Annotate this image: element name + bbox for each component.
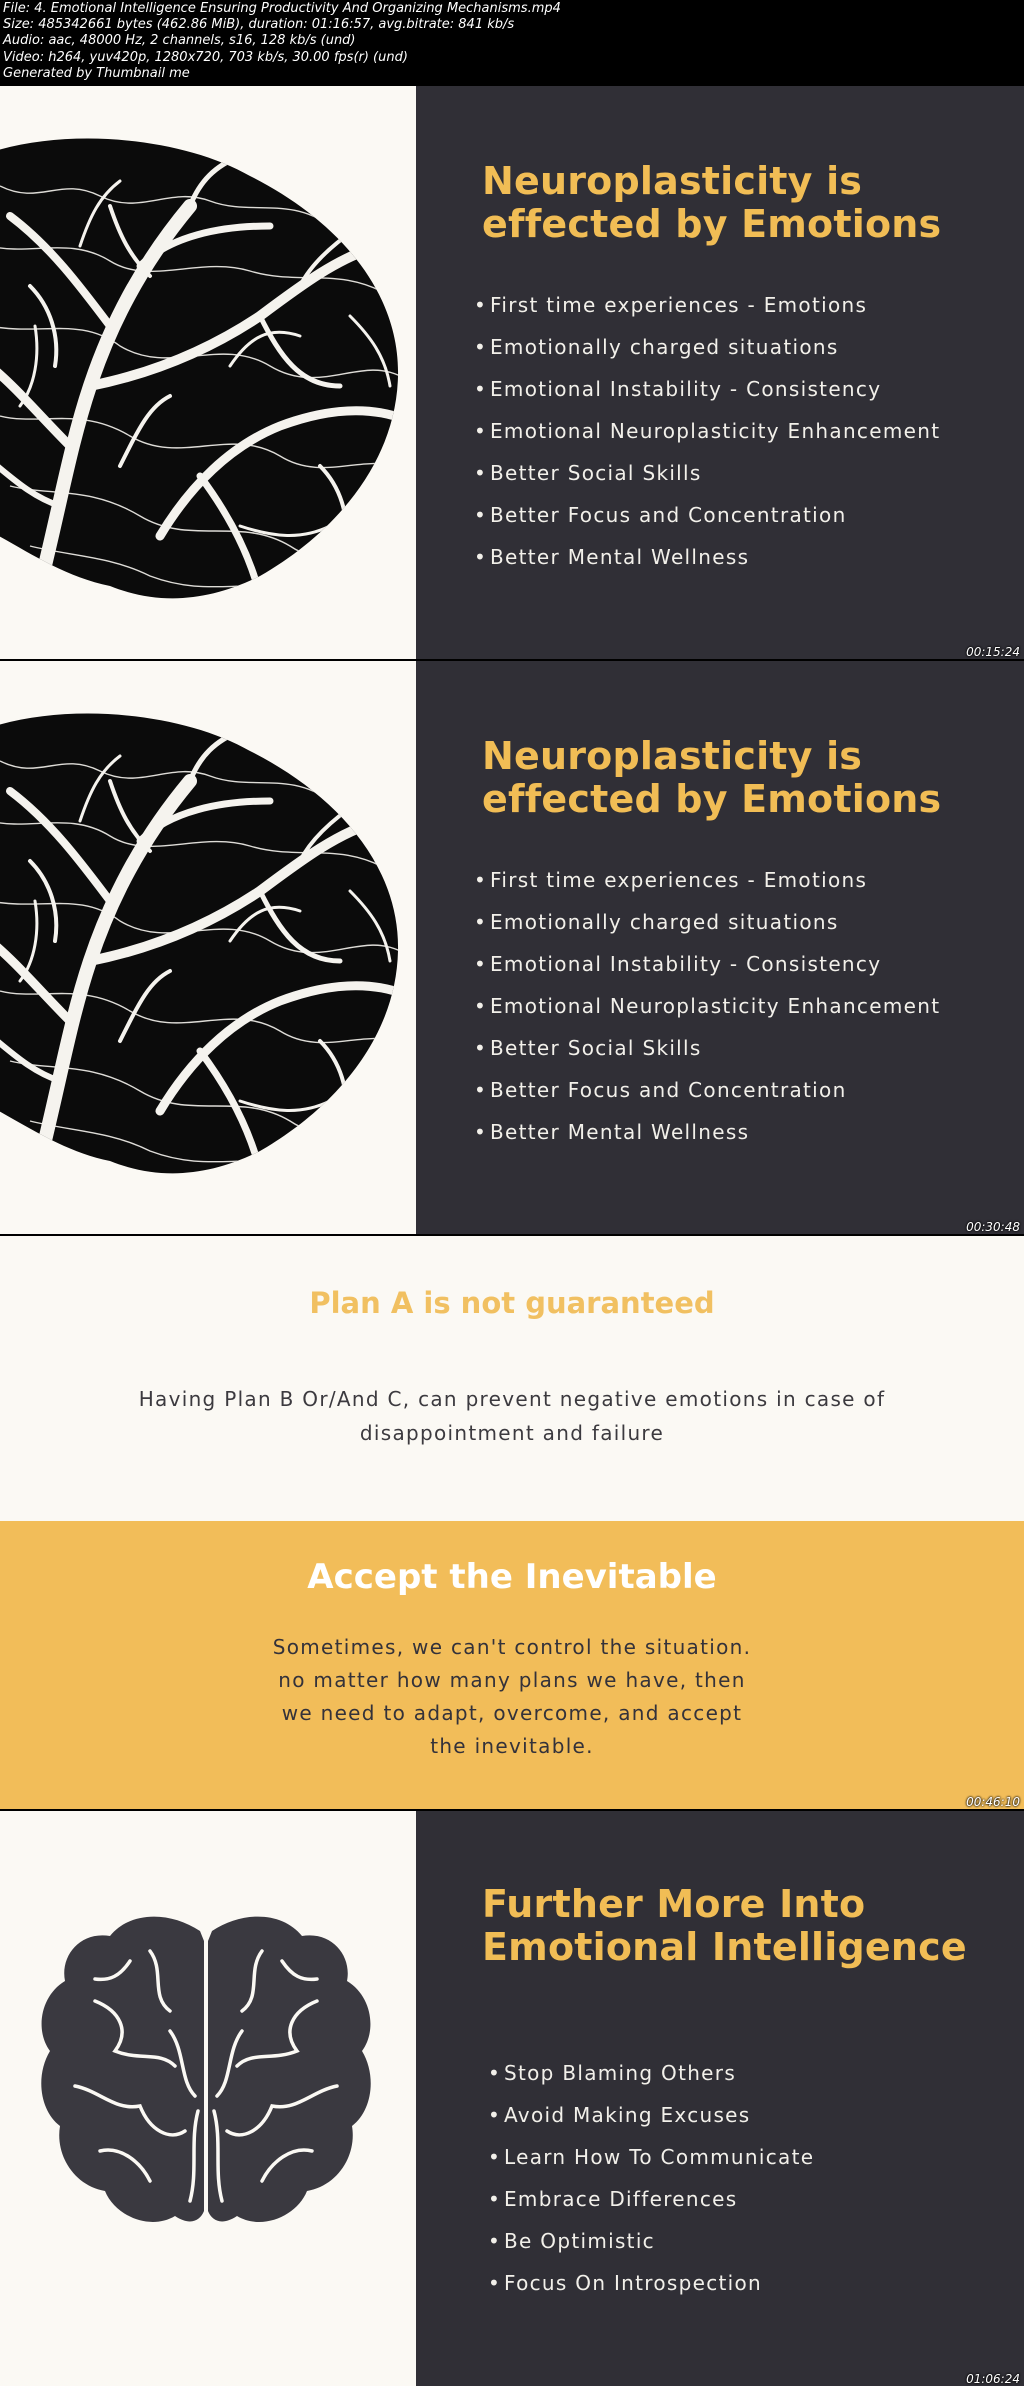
- content-panel: [416, 86, 1024, 659]
- title-line-2: effected by Emotions: [482, 777, 942, 821]
- tree-panel: [0, 661, 416, 1234]
- bullet-item: • Emotionally charged situations: [474, 910, 839, 934]
- content-panel: [416, 1811, 1024, 2386]
- bullet-item: • Better Social Skills: [474, 461, 702, 485]
- plan-text-line: Having Plan B Or/And C, can prevent negative emotions in case of: [138, 1387, 886, 1411]
- bullet-item: • Stop Blaming Others: [488, 2061, 737, 2085]
- accept-text-line: Sometimes, we can't control the situation.: [272, 1635, 752, 1659]
- size-line: Size: 485342661 bytes (462.86 MiB), duration: 01:16:57, avg.bitrate: 841 kb/s: [3, 17, 515, 33]
- audio-line: Audio: aac, 48000 Hz, 2 channels, s16, 128 kb/s (und): [3, 33, 356, 49]
- accept-text-line: no matter how many plans we have, then: [278, 1668, 746, 1692]
- bullet-item: • Be Optimistic: [488, 2229, 655, 2253]
- title-line-1: Further More Into: [482, 1882, 866, 1926]
- bullet-item: • Emotional Neuroplasticity Enhancement: [474, 419, 941, 443]
- plan-title: Plan A is not guaranteed: [309, 1286, 715, 1320]
- video-frame-1: [0, 86, 1024, 659]
- timestamp: 00:30:48: [966, 1220, 1020, 1234]
- brain-icon: [0, 1811, 416, 2386]
- title-line-2: Emotional Intelligence: [482, 1925, 967, 1969]
- accept-title: Accept the Inevitable: [307, 1557, 717, 1597]
- file-info-header: [0, 0, 1024, 85]
- slide-title: [482, 160, 941, 246]
- bullet-item: • Emotionally charged situations: [474, 335, 839, 359]
- tree-panel: [0, 86, 416, 659]
- accept-text-line: we need to adapt, overcome, and accept: [281, 1701, 743, 1725]
- accept-text-line: the inevitable.: [430, 1734, 594, 1758]
- bullet-item: • Focus On Introspection: [488, 2271, 763, 2295]
- bullet-item: • Avoid Making Excuses: [488, 2103, 751, 2127]
- tree-brain-illustration: [0, 661, 416, 1234]
- timestamp: 00:46:10: [966, 1795, 1020, 1809]
- slide-title: [482, 735, 941, 821]
- title-line-1: Neuroplasticity is: [482, 734, 863, 778]
- bullet-list: [474, 284, 940, 578]
- timestamp: 01:06:24: [966, 2372, 1020, 2386]
- accept-text: [232, 1631, 792, 1763]
- bullet-item: • Better Focus and Concentration: [474, 503, 847, 527]
- bullet-item: • First time experiences - Emotions: [474, 868, 868, 892]
- brain-panel: [0, 1811, 416, 2386]
- bullet-item: • Emotional Instability - Consistency: [474, 952, 882, 976]
- bullet-item: • Learn How To Communicate: [488, 2145, 815, 2169]
- file-line: File: 4. Emotional Intelligence Ensuring Productivity And Organizing Mechanisms.mp4: [3, 1, 561, 16]
- bullet-item: • Better Mental Wellness: [474, 1120, 750, 1144]
- plan-text: [112, 1382, 912, 1450]
- bullet-item: • Embrace Differences: [488, 2187, 738, 2211]
- bullet-list: [474, 859, 940, 1153]
- video-frame-2: [0, 661, 1024, 1234]
- bullet-item: • Better Mental Wellness: [474, 545, 750, 569]
- video-frame-3: [0, 1236, 1024, 1809]
- content-panel: [416, 661, 1024, 1234]
- video-frame-4: [0, 1811, 1024, 2386]
- bullet-item: • Better Social Skills: [474, 1036, 702, 1060]
- plan-section: [0, 1236, 1024, 1521]
- slide-title: [482, 1883, 967, 1969]
- tree-brain-illustration: [0, 86, 416, 659]
- video-line: Video: h264, yuv420p, 1280x720, 703 kb/s, 30.00 fps(r) (und): [3, 49, 408, 65]
- title-line-1: Neuroplasticity is: [482, 159, 863, 203]
- bullet-item: • Better Focus and Concentration: [474, 1078, 847, 1102]
- generator-line: Generated by Thumbnail me: [3, 65, 190, 81]
- bullet-list: [488, 2052, 814, 2304]
- plan-text-line: disappointment and failure: [359, 1421, 665, 1445]
- timestamp: 00:15:24: [966, 645, 1020, 659]
- bullet-item: • First time experiences - Emotions: [474, 293, 868, 317]
- title-line-2: effected by Emotions: [482, 202, 942, 246]
- bullet-item: • Emotional Neuroplasticity Enhancement: [474, 994, 941, 1018]
- bullet-item: • Emotional Instability - Consistency: [474, 377, 882, 401]
- accept-section: [0, 1521, 1024, 1809]
